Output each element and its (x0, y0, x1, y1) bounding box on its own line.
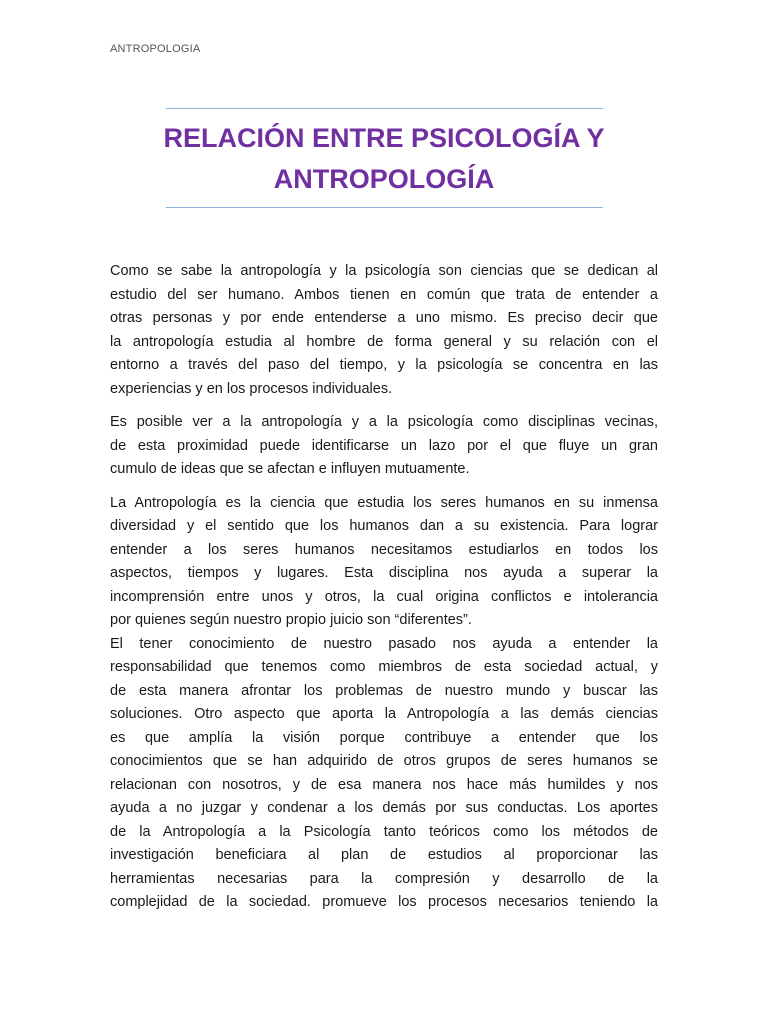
text-line: herramientas necesarias para la compresión y desarrollo de la (110, 870, 658, 887)
text-line: soluciones. Otro aspecto que aporta la Antropología a las demás ciencias (110, 706, 658, 722)
document-body (110, 260, 658, 915)
text-line: conocimientos que se han adquirido de otros grupos de seres humanos se (110, 753, 658, 769)
text-line: Como se sabe la antropología y la psicología son ciencias que se dedican al (110, 263, 658, 279)
title-bottom-rule (166, 207, 603, 208)
text-line: por quienes según nuestro propio juicio son “diferentes”. (110, 612, 472, 628)
text-line: entender a los seres humanos necesitamos estudiarlos en todos los (110, 541, 658, 558)
text-line: de esta manera afrontar los problemas de nuestro mundo y buscar las (110, 682, 658, 699)
running-header: ANTROPOLOGIA (110, 43, 201, 55)
text-line: cumulo de ideas que se afectan e influyen mutuamente. (110, 461, 470, 477)
title-line-2: ANTROPOLOGÍA (273, 164, 495, 194)
text-line: ayuda a no juzgar y condenar a los demás por sus conductas. Los aportes (110, 800, 658, 816)
text-line: incomprensión entre unos y otros, la cual origina conflictos e intolerancia (110, 588, 658, 605)
text-line: investigación beneficiara al plan de estudios al proporcionar las (110, 847, 658, 863)
text-line: es que amplía la visión porque contribuye a entender que los (110, 729, 658, 746)
text-line: relacionan con nosotros, y de esa manera nos hace más humildes y nos (110, 776, 658, 793)
paragraph-2 (110, 411, 658, 482)
text-line: El tener conocimiento de nuestro pasado nos ayuda a entender la (110, 635, 658, 652)
text-line: de la Antropología a la Psicología tanto teóricos como los métodos de (110, 823, 658, 840)
text-line: complejidad de la sociedad. promueve los procesos necesarios teniendo la (110, 894, 658, 910)
text-line: entorno a través del paso del tiempo, y la psicología se concentra en las (110, 357, 658, 373)
text-line: diversidad y el sentido que los humanos dan a su existencia. Para lograr (110, 518, 658, 534)
text-line: responsabilidad que tenemos como miembros de esta sociedad actual, y (110, 659, 658, 675)
text-line: otras personas y por ende entenderse a uno mismo. Es preciso decir que (110, 310, 658, 326)
document-title (120, 118, 648, 200)
title-line-1: RELACIÓN ENTRE PSICOLOGÍA Y (163, 123, 605, 153)
paragraph-3 (110, 492, 658, 633)
paragraph-1 (110, 260, 658, 401)
text-line: La Antropología es la ciencia que estudia los seres humanos en su inmensa (110, 494, 658, 511)
title-top-rule (166, 108, 603, 109)
text-line: Es posible ver a la antropología y a la psicología como disciplinas vecinas, (110, 414, 658, 430)
text-line: aspectos, tiempos y lugares. Esta disciplina nos ayuda a superar la (110, 565, 658, 581)
text-line: estudio del ser humano. Ambos tienen en común que trata de entender a (110, 286, 658, 303)
text-line: experiencias y en los procesos individuales. (110, 380, 393, 397)
text-line: de esta proximidad puede identificarse un lazo por el que fluye un gran (110, 437, 658, 454)
text-line: la antropología estudia al hombre de forma general y su relación con el (110, 333, 658, 350)
paragraph-4 (110, 633, 658, 915)
